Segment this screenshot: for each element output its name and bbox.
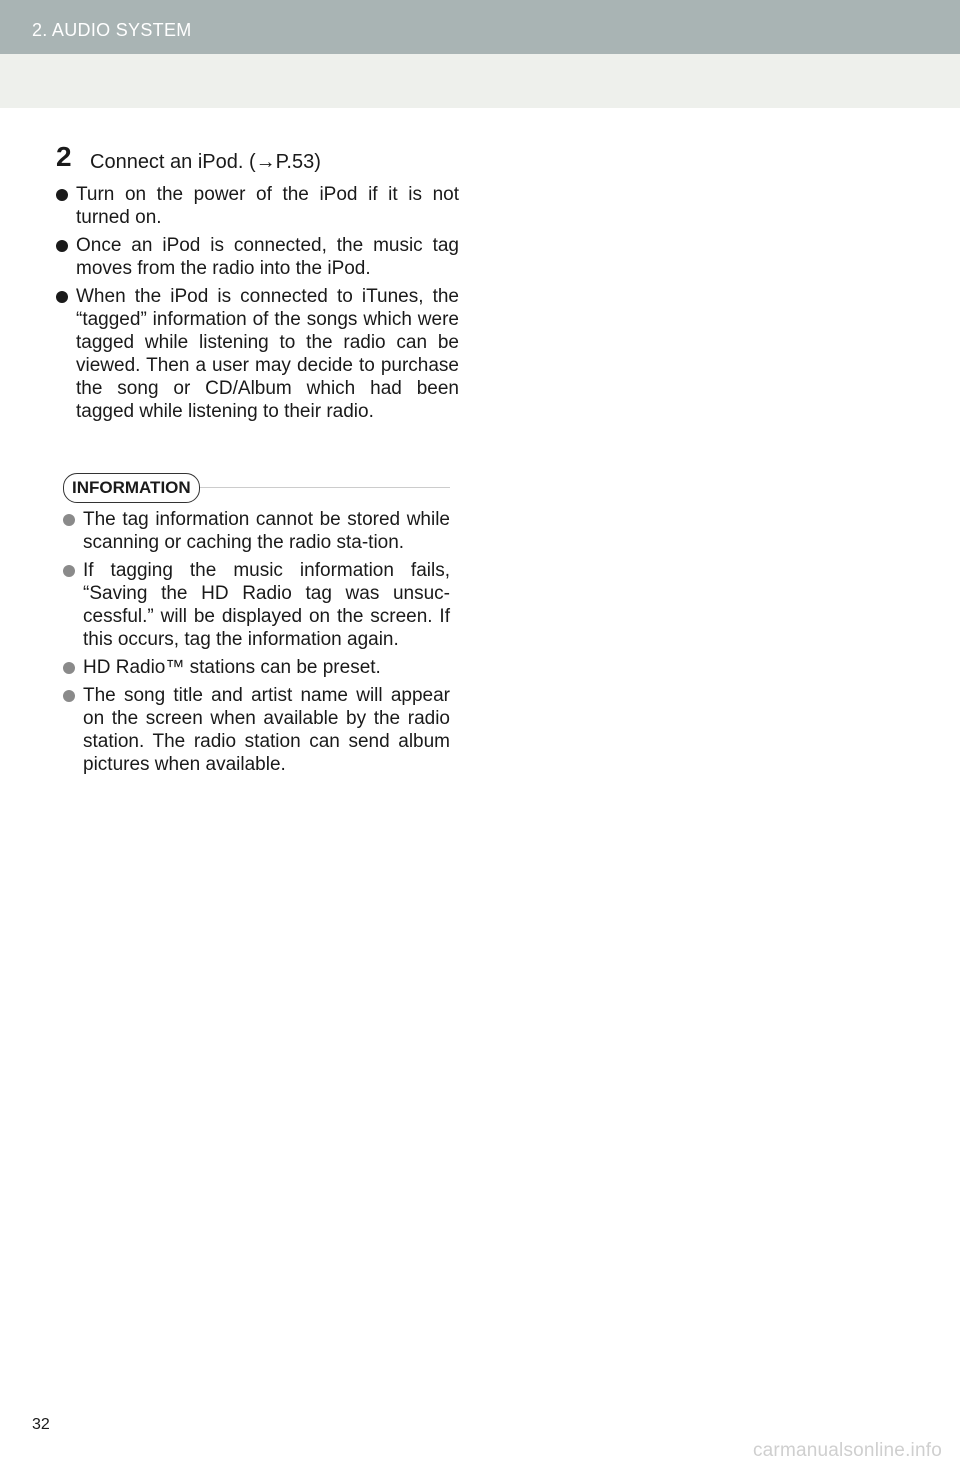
step-text: Connect an iPod. (→P.53) xyxy=(90,151,321,173)
header-band xyxy=(0,0,960,54)
list-item xyxy=(63,656,450,679)
bullet-text: Turn on the power of the iPod if it is not turned on. xyxy=(76,184,459,228)
bullet-dot-icon xyxy=(63,662,75,674)
bullet-dot-icon xyxy=(63,565,75,577)
information-list xyxy=(63,508,450,781)
info-text: The song title and artist name will appear on the screen when available by the radio station. The radio station can send album pictures when available. xyxy=(83,685,450,775)
info-text: HD Radio™ stations can be preset. xyxy=(83,657,381,678)
list-item xyxy=(56,234,459,280)
header-sub-band xyxy=(0,54,960,108)
bullet-dot-icon xyxy=(56,240,68,252)
info-text: If tagging the music information fails, “Saving the HD Radio tag was unsuc-cessful.” will be displayed on the screen. If this occurs, tag the information again. xyxy=(83,560,450,650)
section-title: 2. AUDIO SYSTEM xyxy=(32,20,192,40)
bullet-dot-icon xyxy=(56,291,68,303)
info-text: The tag information cannot be stored while scanning or caching the radio sta-tion. xyxy=(83,509,450,553)
bullet-dot-icon xyxy=(56,189,68,201)
information-badge: INFORMATION xyxy=(63,473,200,503)
list-item xyxy=(56,183,459,229)
watermark: carmanualsonline.info xyxy=(752,1440,942,1461)
list-item xyxy=(63,684,450,776)
bullet-text: When the iPod is connected to iTunes, the “tagged” information of the songs which were tagged while listening to the radio can be viewed. Then a user may decide to purchase the song or CD/Album which had been tagged while listening to their radio. xyxy=(76,286,459,422)
list-item xyxy=(63,508,450,554)
bullet-text: Once an iPod is connected, the music tag moves from the radio into the iPod. xyxy=(76,235,459,279)
list-item xyxy=(56,285,459,423)
step-number: 2 xyxy=(56,141,72,172)
step-bullet-list xyxy=(56,183,459,428)
bullet-dot-icon xyxy=(63,514,75,526)
list-item xyxy=(63,559,450,651)
bullet-dot-icon xyxy=(63,690,75,702)
page-number: 32 xyxy=(32,1416,50,1433)
